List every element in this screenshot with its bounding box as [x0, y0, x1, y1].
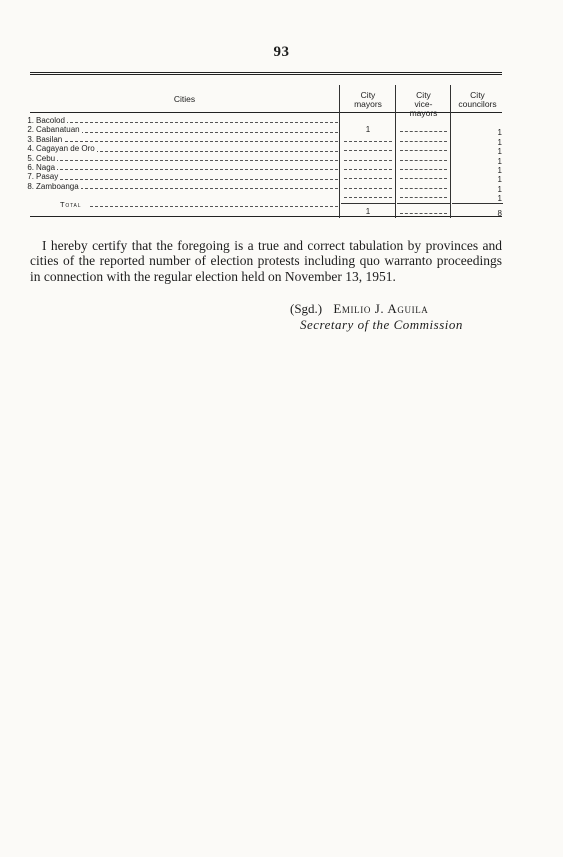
column-header-councilors: [452, 91, 503, 109]
city-name: Pasay: [36, 172, 59, 182]
header-line: mayors: [409, 108, 438, 118]
table-row: [20, 135, 340, 144]
dot-leader: [50, 141, 338, 142]
city-name: Cebu: [36, 153, 56, 163]
column-header-cities: Cities: [173, 94, 196, 104]
row-number: 2.: [27, 125, 34, 135]
mayors-cell: [344, 154, 392, 163]
vice-mayors-cell: [400, 172, 447, 181]
total-rule: [397, 203, 450, 204]
dot-leader: [50, 132, 338, 133]
vice-mayors-cell: [400, 182, 447, 191]
city-name: Naga: [36, 162, 56, 172]
dot-leader: [50, 179, 338, 180]
table-top-rule: [30, 72, 502, 73]
column-header-vice-mayors: [397, 91, 450, 118]
city-name: Bacolod: [36, 116, 65, 125]
city-name: Zamboanga: [36, 181, 79, 191]
header-line: City: [470, 90, 485, 100]
table-top-rule-thin: [30, 74, 502, 75]
mayors-cell: [344, 135, 392, 144]
header-line: City: [416, 90, 431, 100]
vice-mayors-cell: [400, 191, 447, 200]
city-name: Cabanatuan: [36, 125, 80, 135]
table-row: [20, 154, 340, 163]
dot-leader: [90, 206, 338, 207]
table-rows: [20, 116, 340, 191]
city-name: Cagayan de Oro: [36, 144, 95, 154]
mayors-cell: [344, 116, 392, 125]
councilors-cell: 1: [497, 175, 502, 185]
total-rule: [452, 203, 503, 204]
councilors-cell: 1: [497, 156, 502, 166]
councilors-cell: [454, 119, 502, 128]
table-row: [20, 163, 340, 172]
row-number: 4.: [27, 144, 34, 154]
table-row: [20, 172, 340, 181]
signed-mark: (Sgd.): [290, 301, 323, 316]
total-rule: [341, 203, 395, 204]
row-number: 6.: [27, 162, 34, 172]
mayors-cell: [344, 163, 392, 172]
row-number: 1.: [27, 116, 34, 125]
row-number: 5.: [27, 153, 34, 163]
row-number: 8.: [27, 181, 34, 191]
row-number: 7.: [27, 172, 34, 182]
header-line: mayors: [354, 99, 382, 109]
signature-line: [290, 301, 463, 317]
table-row: [20, 182, 340, 191]
dot-leader: [50, 169, 338, 170]
total-mayors: 1: [365, 207, 371, 216]
row-number: 3.: [27, 134, 34, 144]
councilors-cell: 1: [497, 137, 502, 147]
councilors-cell: 1: [497, 194, 502, 204]
page-number: 93: [273, 44, 290, 60]
column-divider: [395, 85, 396, 218]
councilors-cell: 1: [497, 184, 502, 194]
table-row: [20, 116, 340, 125]
column-divider: [450, 85, 451, 218]
table-row: [20, 144, 340, 153]
total-row: [60, 200, 340, 209]
dot-leader: [50, 160, 338, 161]
signature-block: [290, 301, 463, 333]
vice-mayors-cell: [400, 163, 447, 172]
table-row: [20, 125, 340, 134]
signatory-name: Emilio J. Aguila: [333, 301, 429, 316]
column-header-mayors: [341, 91, 395, 109]
vice-mayors-cell: [400, 144, 447, 153]
mayors-cell: [344, 144, 392, 153]
mayors-cell: 1: [365, 125, 371, 135]
vice-mayors-cell: [400, 125, 447, 134]
total-vice-mayors: [400, 207, 447, 216]
dot-leader: [50, 188, 338, 189]
header-line: City: [360, 90, 376, 100]
city-name: Basilan: [36, 134, 63, 144]
dot-leader: [50, 122, 338, 123]
councilors-cell: 1: [497, 128, 502, 138]
vice-mayors-cell: [400, 135, 447, 144]
vice-mayors-cell: [400, 116, 447, 125]
councilors-cell: 1: [497, 147, 502, 157]
header-line: vice-: [414, 99, 433, 109]
vice-mayors-cell: [400, 154, 447, 163]
header-line: councilors: [458, 99, 497, 109]
mayors-cell: [344, 191, 392, 200]
mayors-cell: [344, 182, 392, 191]
mayors-cell: [344, 172, 392, 181]
councilors-cell: 1: [497, 166, 502, 175]
certification-paragraph: I hereby certify that the foregoing is a true and correct tabulation by provinces and cities of the reported number of election protests including quo warranto proceedings in connection with the regular election held on November 13, 1951.: [30, 238, 502, 284]
signatory-title: Secretary of the Commission: [300, 317, 463, 332]
total-label: Total: [60, 200, 82, 209]
total-councilors: 8: [497, 209, 502, 218]
